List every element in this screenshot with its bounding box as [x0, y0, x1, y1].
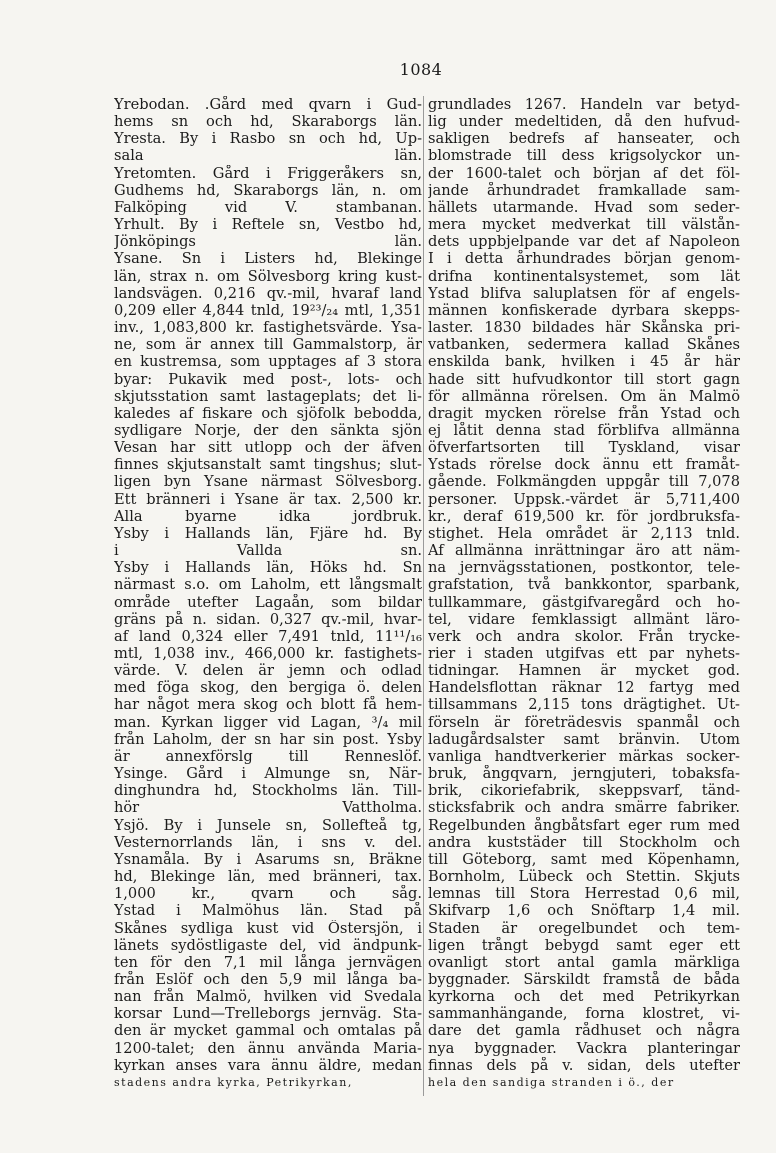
text-line: jande århundradet framkallade sam- [428, 181, 740, 199]
text-line: ovanligt stort antal gamla märkliga [428, 953, 740, 971]
text-line: i Vallda sn. [114, 542, 422, 560]
column-divider [423, 96, 424, 1096]
text-line: Staden är oregelbundet och tem- [428, 919, 740, 937]
text-line: ten för den 7,1 mil långa jernvägen [114, 953, 422, 971]
text-line: dare det gamla rådhuset och några [428, 1022, 740, 1040]
text-line: gående. Folkmängden uppgår till 7,078 [428, 473, 740, 491]
page-number: 1084 [399, 60, 443, 79]
text-line: lig under medeltiden, då den hufvud- [428, 113, 740, 131]
text-line: sticksfabrik och andra smärre fabriker. [428, 799, 740, 817]
text-line: rier i staden utgifvas ett par nyhets- [428, 645, 740, 662]
text-line: är annexförslg till Renneslöf. [114, 747, 422, 765]
text-line: Ysane. Sn i Listers hd, Blekinge [114, 250, 422, 268]
text-line: sydligare Norje, der den sänkta sjön [114, 421, 422, 439]
text-line: af land 0,324 eller 7,491 tnld, 11¹¹/₁₆ [114, 627, 422, 645]
text-line: värde. V. delen är jemn och odlad [114, 662, 422, 680]
text-line: byggnader. Särskildt framstå de båda [428, 970, 740, 988]
text-line: drifna kontinentalsystemet, som lät [428, 267, 740, 285]
text-line: Ett bränneri i Ysane är tax. 2,500 kr. [114, 490, 422, 508]
text-line: öfverfartsorten till Tyskland, visar [428, 439, 740, 457]
left-column [114, 96, 422, 1091]
text-line: ladugårdsalster samt bränvin. Utom [428, 730, 740, 748]
text-line: Handelsflottan räknar 12 fartyg med [428, 679, 740, 697]
text-line: Bornholm, Lübeck och Stettin. Skjuts [428, 868, 740, 886]
text-line: stighet. Hela området är 2,113 tnld. [428, 524, 740, 542]
right-column [428, 96, 740, 1091]
text-line: Ystad i Malmöhus län. Stad på [114, 902, 422, 920]
text-line: I i detta århundrades början genom- [428, 250, 740, 268]
text-line: hela den sandiga stranden i ö., der [428, 1075, 675, 1089]
text-line: Yrebodan. .Gård med qvarn i Gud- [114, 96, 422, 113]
text-line: laster. 1830 bildades här Skånska pri- [428, 319, 740, 337]
text-line: Ysinge. Gård i Almunge sn, När- [114, 765, 422, 783]
text-line: ne, som är annex till Gammalstorp, är [114, 336, 422, 354]
text-line: vanliga handtverkerier märkas socker- [428, 747, 740, 765]
text-line: hade sitt hufvudkontor till stort gagn [428, 370, 740, 388]
text-line: na jernvägsstationen, postkontor, tele- [428, 559, 740, 577]
text-line: Jönköpings län. [114, 233, 422, 251]
text-line: Vesternorrlands län, i sns v. del. [114, 833, 422, 851]
text-line: lemnas till Stora Herrestad 0,6 mil, [428, 885, 740, 903]
text-line: dinghundra hd, Stockholms län. Till- [114, 782, 422, 800]
text-line: ligen byn Ysane närmast Sölvesborg. [114, 473, 422, 491]
text-line: hällets utarmande. Hvad som seder- [428, 198, 740, 216]
text-line: brik, cikoriefabrik, skeppsvarf, tänd- [428, 782, 740, 800]
text-line: skjutsstation samt lastageplats; det li- [114, 387, 422, 405]
text-line: mtl, 1,038 inv., 466,000 kr. fastighets- [114, 645, 422, 662]
text-line: 1200-talet; den ännu använda Maria- [114, 1039, 422, 1057]
text-line: tidningar. Hamnen är mycket god. [428, 662, 740, 680]
text-line: byar: Pukavik med post-, lots- och [114, 370, 422, 388]
text-line: verk och andra skolor. Från trycke- [428, 627, 740, 645]
text-line: Alla byarne idka jordbruk. [114, 507, 422, 525]
text-line: korsar Lund—Trelleborgs jernväg. Sta- [114, 1005, 422, 1023]
text-line: förseln är företrädesvis spanmål och [428, 713, 740, 731]
text-line: hems sn och hd, Skaraborgs län. [114, 113, 422, 131]
text-line: vatbanken, sedermera kallad Skånes [428, 336, 740, 354]
text-line: Regelbunden ångbåtsfart eger rum med [428, 816, 740, 834]
text-line: den är mycket gammal och omtalas på [114, 1022, 422, 1040]
text-line: har något mera skog och blott få hem- [114, 696, 422, 714]
text-line: Ysby i Hallands län, Fjäre hd. By [114, 524, 422, 542]
text-line: sala län. [114, 147, 422, 165]
text-line: blomstrade till dess krigsolyckor un- [428, 147, 740, 165]
text-line: kyrkan anses vara ännu äldre, medan [114, 1056, 422, 1074]
text-line: Yresta. By i Rasbo sn och hd, Up- [114, 130, 422, 148]
text-line: man. Kyrkan ligger vid Lagan, ³/₄ mil [114, 713, 422, 731]
text-line: 0,209 eller 4,844 tnld, 19²³/₂₄ mtl, 1,351 [114, 301, 422, 319]
text-line: personer. Uppsk.-värdet är 5,711,400 [428, 490, 740, 508]
text-line: en kustremsa, som upptages af 3 stora [114, 353, 422, 371]
text-line: stadens andra kyrka, Petrikyrkan, [114, 1075, 353, 1089]
text-line: finnes skjutsanstalt samt tingshus; slut- [114, 456, 422, 474]
text-line: ej låtit denna stad förblifva allmänna [428, 421, 740, 439]
text-line: gräns på n. sidan. 0,327 qv.-mil, hvar- [114, 610, 422, 628]
text-line: Vesan har sitt utlopp och der äfven [114, 439, 422, 457]
text-line: Skånes sydliga kust vid Östersjön, i [114, 919, 422, 937]
text-line: Af allmänna inrättningar äro att näm- [428, 542, 740, 560]
text-line: tel, vidare femklassigt allmänt läro- [428, 610, 740, 628]
text-line: tillsammans 2,115 tons drägtighet. Ut- [428, 696, 740, 714]
text-line: finnas dels på v. sidan, dels utefter [428, 1056, 740, 1074]
text-line: sammanhängande, forna klostret, vi- [428, 1005, 740, 1023]
text-line: Ystads rörelse dock ännu ett framåt- [428, 456, 740, 474]
text-line: Ysnamåla. By i Asarums sn, Bräkne [114, 850, 422, 868]
text-line: männen konfiskerade dyrbara skepps- [428, 301, 740, 319]
text-line: 1,000 kr., qvarn och såg. [114, 885, 422, 903]
text-line: län, strax n. om Sölvesborg kring kust- [114, 267, 422, 285]
text-line: dragit mycken rörelse från Ystad och [428, 404, 740, 422]
text-line: tullkammare, gästgifvaregård och ho- [428, 593, 740, 611]
text-line: Yrhult. By i Reftele sn, Vestbo hd, [114, 216, 422, 234]
text-line: kyrkorna och det med Petrikyrkan [428, 988, 740, 1006]
text-line: Skifvarp 1,6 och Snöftarp 1,4 mil. [428, 902, 740, 920]
text-line: från Eslöf och den 5,9 mil långa ba- [114, 970, 422, 988]
text-line: sakligen bedrefs af hanseater, och [428, 130, 740, 148]
text-line: Ystad blifva saluplatsen för af engels- [428, 284, 740, 302]
text-line: från Laholm, der sn har sin post. Ysby [114, 730, 422, 748]
text-line: kaledes af fiskare och sjöfolk bebodda, [114, 404, 422, 422]
text-line: område utefter Lagaån, som bildar [114, 593, 422, 611]
text-line: Ysby i Hallands län, Höks hd. Sn [114, 559, 422, 577]
text-line: inv., 1,083,800 kr. fastighetsvärde. Ysa- [114, 319, 422, 337]
text-line: med föga skog, den bergiga ö. delen [114, 679, 422, 697]
text-line: hd, Blekinge län, med bränneri, tax. [114, 868, 422, 886]
text-line: nan från Malmö, hvilken vid Svedala [114, 988, 422, 1006]
text-line: landsvägen. 0,216 qv.-mil, hvaraf land [114, 284, 422, 302]
text-line: der 1600-talet och början af det föl- [428, 164, 740, 182]
text-line: grundlades 1267. Handeln var betyd- [428, 96, 740, 113]
text-line: närmast s.o. om Laholm, ett långsmalt [114, 576, 422, 594]
text-line: till Göteborg, samt med Köpenhamn, [428, 850, 740, 868]
text-line: ligen trångt bebygd samt eger ett [428, 936, 740, 954]
text-line: kr., deraf 619,500 kr. för jordbruksfa- [428, 507, 740, 525]
text-line: Ysjö. By i Junsele sn, Sollefteå tg, [114, 816, 422, 834]
text-line: nya byggnader. Vackra planteringar [428, 1039, 740, 1057]
text-line: Yretomten. Gård i Friggeråkers sn, [114, 164, 422, 182]
text-line: enskilda bank, hvilken i 45 år här [428, 353, 740, 371]
text-line: mera mycket medverkat till välstån- [428, 216, 740, 234]
text-line: andra kuststäder till Stockholm och [428, 833, 740, 851]
text-line: Gudhems hd, Skaraborgs län, n. om [114, 181, 422, 199]
text-line: för allmänna rörelsen. Om än Malmö [428, 387, 740, 405]
text-line: Falköping vid V. stambanan. [114, 198, 422, 216]
text-line: grafstation, två bankkontor, sparbank, [428, 576, 740, 594]
text-line: hör Vattholma. [114, 799, 422, 817]
text-line: dets uppbjelpande var det af Napoleon [428, 233, 740, 251]
text-line: bruk, ångqvarn, jerngjuteri, tobaksfa- [428, 765, 740, 783]
text-line: länets sydöstligaste del, vid ändpunk- [114, 936, 422, 954]
